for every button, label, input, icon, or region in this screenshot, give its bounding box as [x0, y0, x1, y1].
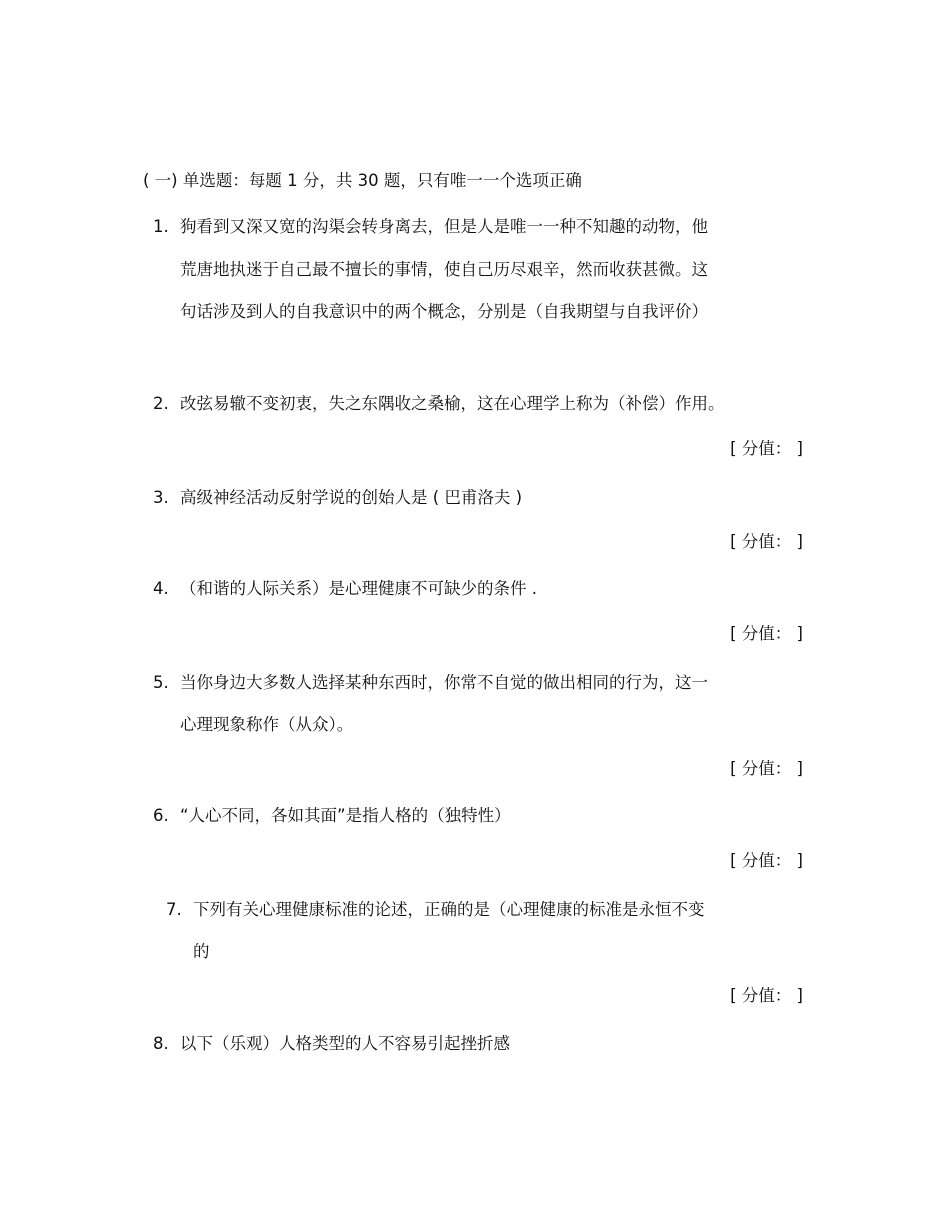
question-text-line: 下列有关心理健康标准的论述，正确的是（心理健康的标准是永恒不变 [193, 900, 705, 919]
section-header: ( 一) 单选题：每题 1 分，共 30 题，只有唯一一个选项正确 [143, 171, 582, 190]
score-label: [ 分值： ] [730, 851, 803, 870]
score-label: [ 分值： ] [730, 624, 803, 643]
question-number: 8. [153, 1034, 169, 1053]
question-text-line: （和谐的人际关系）是心理健康不可缺少的条件 . [180, 579, 537, 598]
score-label: [ 分值： ] [730, 439, 803, 458]
question-number: 1. [153, 217, 169, 236]
question-text-line: 的 [193, 942, 210, 961]
question-text-line: 以下（乐观）人格类型的人不容易引起挫折感 [180, 1034, 510, 1053]
question-text-line: 句话涉及到人的自我意识中的两个概念，分别是（自我期望与自我评价） [180, 302, 708, 321]
score-label: [ 分值： ] [730, 532, 803, 551]
question-number: 5. [153, 673, 169, 692]
question-number: 4. [153, 579, 169, 598]
question-text-line: 荒唐地执迷于自己最不擅长的事情，使自己历尽艰辛，然而收获甚微。这 [180, 260, 708, 279]
question-text-line: 心理现象称作（从众）。 [180, 715, 354, 734]
question-number: 7. [166, 900, 182, 919]
question-text-line: “人心不同，各如其面”是指人格的（独特性） [180, 806, 511, 825]
question-number: 3. [153, 488, 169, 507]
question-number: 2. [153, 394, 169, 413]
question-text-line: 改弦易辙不变初衷，失之东隅收之桑榆，这在心理学上称为（补偿）作用。 [180, 394, 725, 413]
question-text-line: 高级神经活动反射学说的创始人是 ( 巴甫洛夫 ) [180, 488, 523, 507]
question-text-line: 当你身边大多数人选择某种东西时，你常不自觉的做出相同的行为，这一 [180, 673, 708, 692]
score-label: [ 分值： ] [730, 759, 803, 778]
question-text-line: 狗看到又深又宽的沟渠会转身离去，但是人是唯一一种不知趣的动物，他 [180, 217, 708, 236]
score-label: [ 分值： ] [730, 986, 803, 1005]
question-number: 6. [153, 806, 169, 825]
